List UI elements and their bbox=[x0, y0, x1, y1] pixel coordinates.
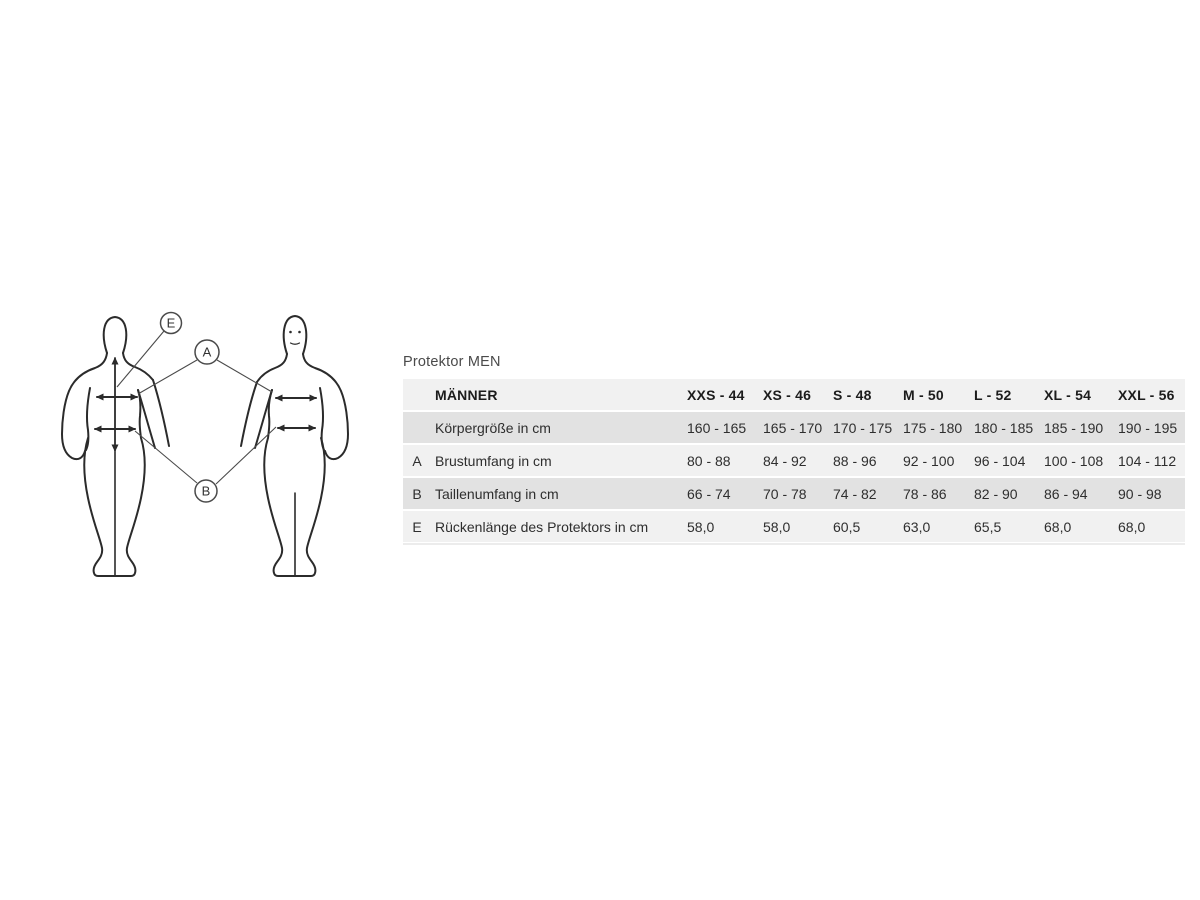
header-letter-cell bbox=[403, 379, 431, 410]
table-cell: 165 - 170 bbox=[759, 412, 829, 443]
header-size-cell: XL - 54 bbox=[1040, 379, 1114, 410]
table-cell: 82 - 90 bbox=[970, 478, 1040, 509]
size-table bbox=[403, 377, 1185, 544]
table-cell: 96 - 104 bbox=[970, 445, 1040, 476]
table-cell: 65,5 bbox=[970, 511, 1040, 542]
figure-front-view bbox=[241, 316, 348, 576]
row-letter-cell: B bbox=[403, 478, 431, 509]
back-figure-right-sleeve-outer bbox=[153, 380, 169, 446]
connector-a-left bbox=[138, 360, 197, 394]
table-cell: 58,0 bbox=[683, 511, 759, 542]
table-cell: 68,0 bbox=[1114, 511, 1185, 542]
connector-b-right bbox=[216, 427, 276, 484]
row-label-cell: Rückenlänge des Protektors in cm bbox=[431, 511, 683, 542]
back-figure-left-arm bbox=[62, 353, 107, 459]
table-cell: 180 - 185 bbox=[970, 412, 1040, 443]
row-label-cell: Brustumfang in cm bbox=[431, 445, 683, 476]
table-cell: 68,0 bbox=[1040, 511, 1114, 542]
marker-b-label: B bbox=[201, 483, 211, 499]
table-cell: 160 - 165 bbox=[683, 412, 759, 443]
table-cell: 74 - 82 bbox=[829, 478, 899, 509]
row-letter-cell bbox=[403, 412, 431, 443]
header-size-cell: XS - 46 bbox=[759, 379, 829, 410]
row-label-cell: Taillenumfang in cm bbox=[431, 478, 683, 509]
table-cell: 175 - 180 bbox=[899, 412, 970, 443]
table-cell: 63,0 bbox=[899, 511, 970, 542]
table-row-height bbox=[403, 412, 1185, 443]
front-figure-left-shoulder bbox=[257, 354, 287, 382]
front-figure-left-eye bbox=[289, 331, 292, 334]
table-cell: 90 - 98 bbox=[1114, 478, 1185, 509]
front-figure-right-arm bbox=[303, 354, 348, 459]
table-cell: 58,0 bbox=[759, 511, 829, 542]
measurement-markers bbox=[161, 313, 220, 503]
row-letter-cell: E bbox=[403, 511, 431, 542]
marker-e-label: E bbox=[166, 315, 176, 331]
header-size-cell: M - 50 bbox=[899, 379, 970, 410]
front-figure-left-sleeve-outer bbox=[241, 382, 257, 446]
table-cell: 88 - 96 bbox=[829, 445, 899, 476]
table-cell: 86 - 94 bbox=[1040, 478, 1114, 509]
row-letter-cell: A bbox=[403, 445, 431, 476]
measurement-diagram bbox=[50, 290, 350, 590]
table-row-waist bbox=[403, 478, 1185, 509]
table-cell: 66 - 74 bbox=[683, 478, 759, 509]
front-figure-right-eye bbox=[298, 331, 301, 334]
header-size-cell: XXL - 56 bbox=[1114, 379, 1185, 410]
table-row-back-length bbox=[403, 511, 1185, 542]
table-cell: 100 - 108 bbox=[1040, 445, 1114, 476]
header-size-cell: L - 52 bbox=[970, 379, 1040, 410]
back-figure-right-shoulder bbox=[123, 353, 153, 380]
table-cell: 190 - 195 bbox=[1114, 412, 1185, 443]
chart-title: Protektor MEN bbox=[403, 354, 501, 370]
table-cell: 60,5 bbox=[829, 511, 899, 542]
header-gender-cell: MÄNNER bbox=[431, 379, 683, 410]
connector-a-right bbox=[217, 360, 272, 392]
table-cell: 170 - 175 bbox=[829, 412, 899, 443]
table-cell: 78 - 86 bbox=[899, 478, 970, 509]
table-cell: 80 - 88 bbox=[683, 445, 759, 476]
front-figure-head bbox=[284, 316, 307, 354]
table-bottom-divider bbox=[403, 543, 1185, 545]
table-row-chest bbox=[403, 445, 1185, 476]
table-cell: 70 - 78 bbox=[759, 478, 829, 509]
table-cell: 185 - 190 bbox=[1040, 412, 1114, 443]
table-cell: 104 - 112 bbox=[1114, 445, 1185, 476]
front-figure-mouth bbox=[291, 343, 300, 344]
header-size-cell: XXS - 44 bbox=[683, 379, 759, 410]
table-cell: 92 - 100 bbox=[899, 445, 970, 476]
table-header-row bbox=[403, 379, 1185, 410]
table-cell: 84 - 92 bbox=[759, 445, 829, 476]
back-figure-head bbox=[104, 317, 127, 353]
row-label-cell: Körpergröße in cm bbox=[431, 412, 683, 443]
header-size-cell: S - 48 bbox=[829, 379, 899, 410]
body-measurement-illustration bbox=[50, 290, 350, 590]
marker-a-label: A bbox=[202, 344, 212, 360]
